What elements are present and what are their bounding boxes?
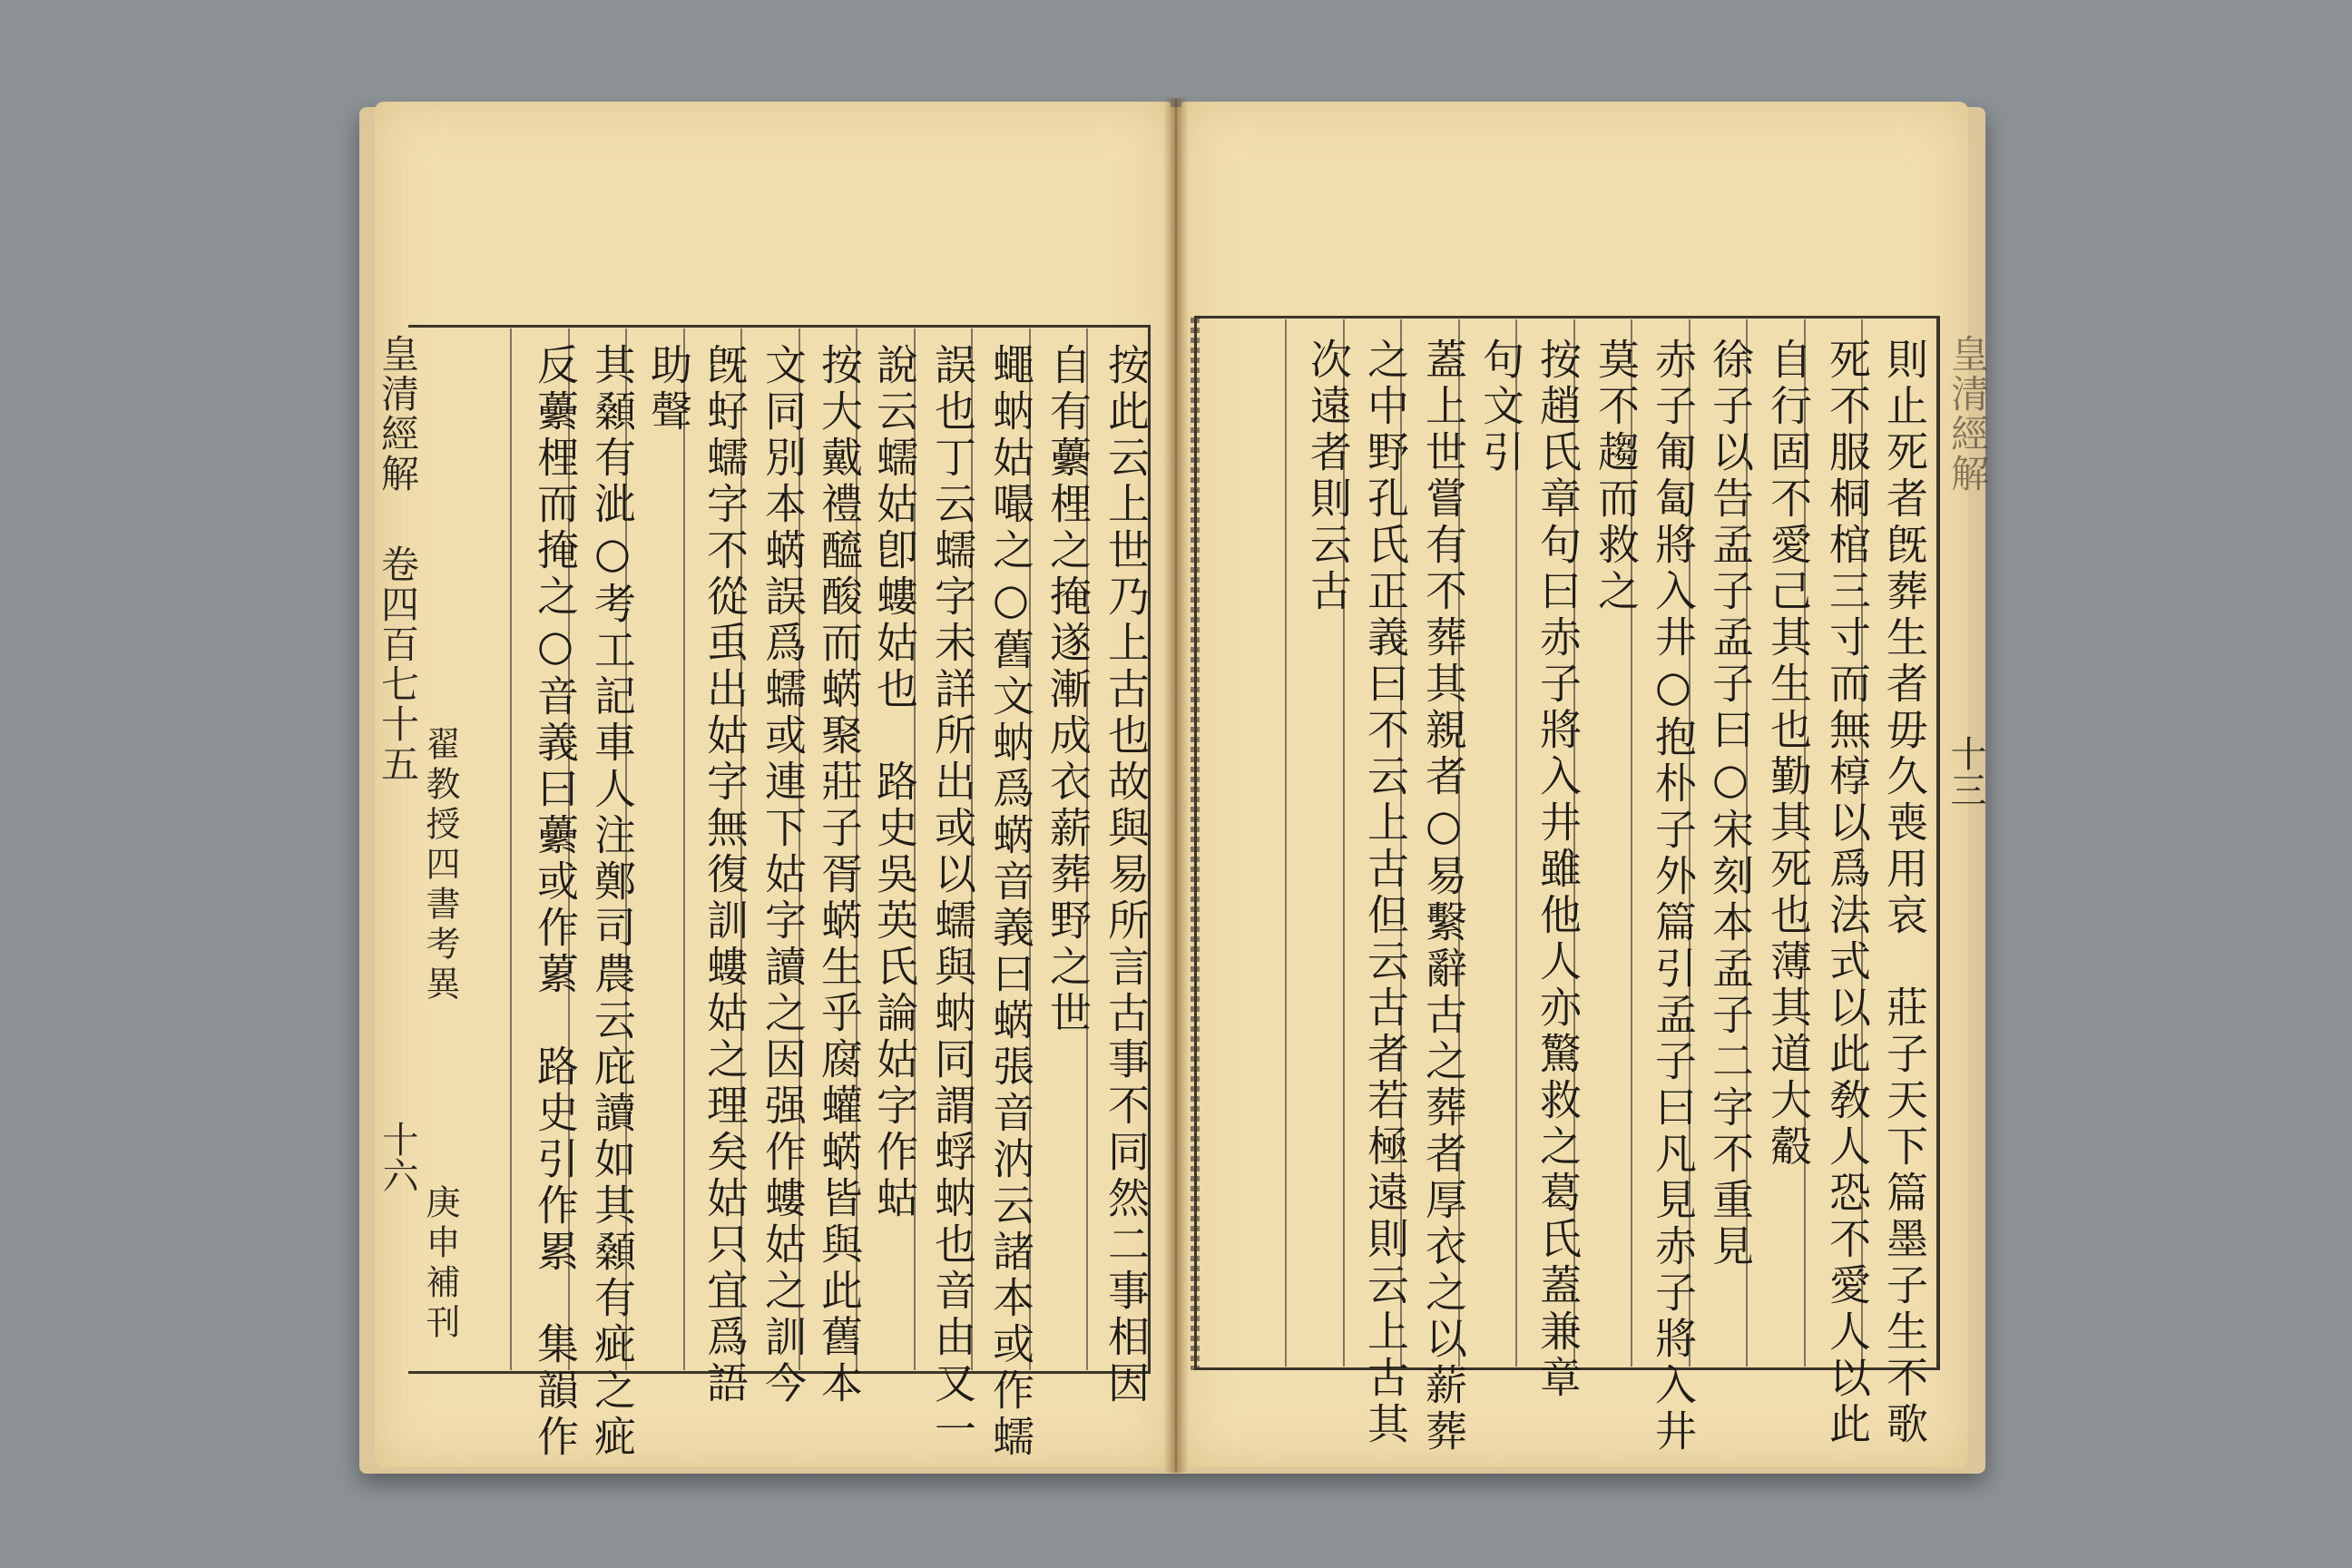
left-text-column: 自有虆梩之掩遂漸成衣薪葬野之世 — [1044, 343, 1093, 1037]
left-text-column: 蠅蚋姑嘬之○舊文蚋爲蜹音義曰蜹張音汭云諸本或作蠕 — [986, 343, 1035, 1461]
left-text-column: 其顙有泚○考工記車人注鄭司農云庇讀如其顙有疵之疵 — [588, 343, 637, 1461]
left-text-column: 誤也丁云蠕字未詳所出或以蠕與蚋同謂蜉蚋也音由又一 — [928, 343, 977, 1454]
right-sheet-number: 十三 — [1945, 735, 1986, 808]
right-text-column: 徐子以告孟子孟子曰○宋刻本孟子二字不重見 — [1706, 338, 1755, 1270]
left-text-column: 旣虸蠕字不從䖝出姑字無復訓螻姑之理矣姑只宜爲語 — [701, 343, 750, 1407]
left-text-column: 按大戴禮醯酸而蜹聚莊子胥蜹生乎腐蠸蜹皆與此舊本 — [815, 343, 864, 1407]
left-edition-note: 庚申補刊 — [420, 1184, 460, 1344]
right-frame-edge — [1191, 318, 1200, 1370]
right-text-column: 句文引 — [1476, 338, 1525, 476]
right-text-column: 死不服桐棺三寸而無椁以爲法式以此敎人恐不愛人以此 — [1823, 338, 1872, 1448]
left-margin-volume: 卷四百七十五 — [376, 544, 420, 784]
right-text-column: 赤子匍匐將入井○抱朴子外篇引孟子曰凡見赤子將入井 — [1649, 338, 1698, 1455]
column-rule — [1285, 319, 1287, 1367]
left-margin-title: 皇清經解 — [376, 334, 420, 494]
book-gutter — [1163, 98, 1189, 1473]
column-rule — [1515, 319, 1517, 1367]
left-text-column: 助聲 — [644, 343, 693, 436]
right-text-column: 次遠者則云古 — [1304, 338, 1353, 615]
right-text-column: 自行固不愛己其生也勤其死也薄其道大觳 — [1764, 338, 1813, 1171]
right-text-column: 則止死者旣葬生者毋久喪用哀 莊子天下篇墨子生不歌 — [1880, 338, 1929, 1448]
right-text-column: 按趙氏章句曰赤子將入井雖他人亦驚救之葛氏蓋兼章 — [1534, 338, 1583, 1402]
right-text-column: 莫不趨而救之 — [1592, 338, 1641, 615]
left-text-column: 文同別本蜹誤爲蠕或連下姑字讀之因强作螻姑之訓今 — [759, 343, 808, 1407]
right-text-column: 之中野孔氏正義曰不云上古但云古者若極遠則云上古其 — [1361, 338, 1410, 1448]
column-rule — [683, 328, 685, 1370]
left-text-column: 說云蠕姑卽螻姑也 路史吳英氏論姑字作蛄 — [870, 343, 919, 1222]
right-margin-title: 皇清經解 — [1945, 334, 1990, 494]
left-margin-author: 翟教授四書考異 — [420, 726, 460, 1005]
right-text-column: 蓋上世嘗有不葬其親者○易繫辭古之葬者厚衣之以薪葬 — [1419, 338, 1468, 1455]
left-text-column: 按此云上世乃上古也故與易所言古事不同然二事相因 — [1102, 343, 1151, 1407]
column-rule — [510, 328, 512, 1370]
left-sheet-number: 十六 — [377, 1121, 418, 1193]
left-text-column: 反虆梩而掩之○音義曰虆或作蔂 路史引作累 集韻作 — [531, 343, 580, 1461]
